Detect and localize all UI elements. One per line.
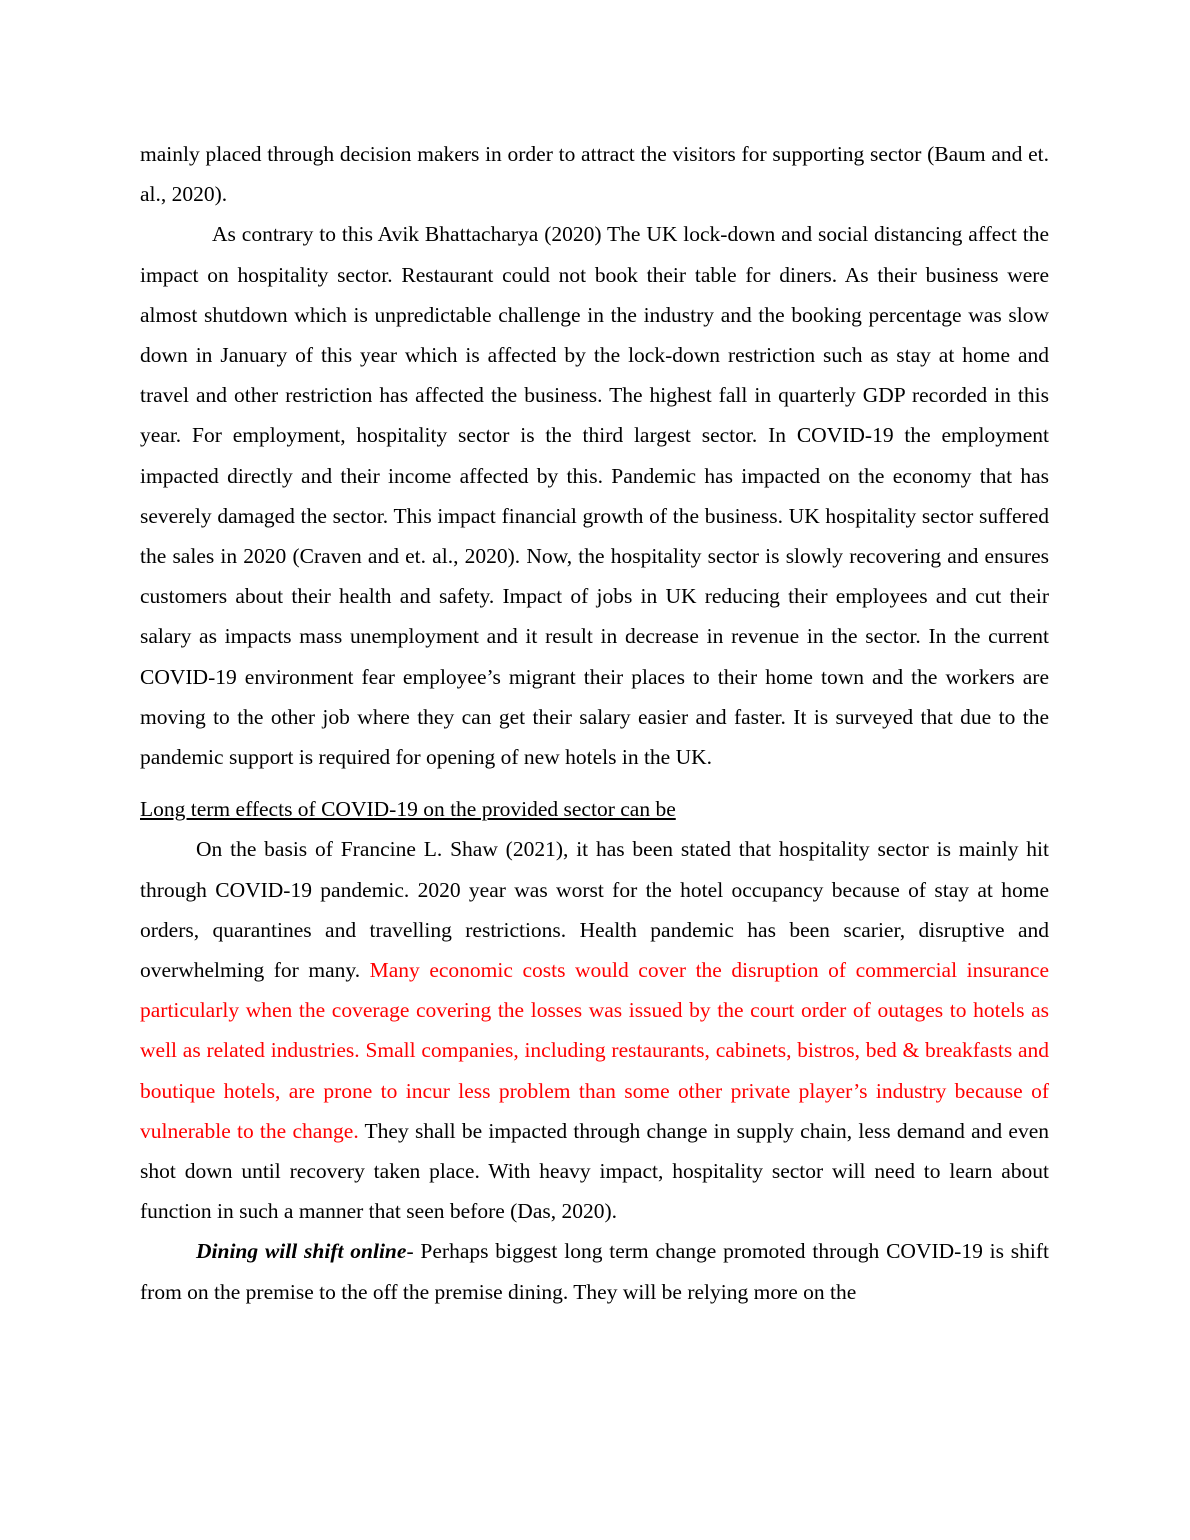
paragraph-2: As contrary to this Avik Bhattacharya (2020) The UK lock-down and social distancing affect the impact on hospitality sector. Restaurant could not book their table for diners. As their business were almost shutdown which is unpredictable challenge in the industry and the booking percentage was slow down in January of this year which is affected by the lock-down restriction such as stay at home and travel and other restriction has affected the business. The highest fall in quarterly GDP recorded in this year. For employment, hospitality sector is the third largest sector. In COVID-19 the employment impacted directly and their income affected by this. Pandemic has impacted on the economy that has severely damaged the sector. This impact financial growth of the business. UK hospitality sector suffered the sales in 2020 (Craven and et. al., 2020). Now, the hospitality sector is slowly recovering and ensures customers about their health and safety. Impact of jobs in UK reducing their employees and cut their salary as impacts mass unemployment and it result in decrease in revenue in the sector. In the current COVID-19 environment fear employee’s migrant their places to their home town and the workers are moving to the other job where they can get their salary easier and faster. It is surveyed that due to the pandemic support is required for opening of new hotels in the UK. [140, 222, 1049, 770]
highlighted-text: Many economic costs would cover the disruption of commercial insurance particularly when the coverage covering the losses was issued by the court order of outages to hotels as well as related industries. Small companies, including restaurants, cabinets, bistros, bed & breakfasts and boutique hotels, are prone to incur less problem than some other private player’s industry because of vulnerable to the change. [140, 958, 1049, 1143]
paragraph-3-start: On the basis of Francine L. Shaw (2021), it has been stated that hospitality sector is mainly hit through COVID-19 pandemic. 2020 year was worst for the hotel occupancy because of stay at home orders, quarantines and travelling restrictions. Health pandemic has been scarier, disruptive and overwhelming for many. [140, 837, 1049, 983]
section-heading: Long term effects of COVID-19 on the provided sector can be [140, 797, 676, 822]
paragraph-1: mainly placed through decision makers in order to attract the visitors for supporting sector (Baum and et. al., 2020). [140, 142, 1049, 207]
paragraph-3-end: They shall be impacted through change in supply chain, less demand and even shot down until recovery taken place. With heavy impact, hospitality sector will need to learn about function in such a manner that seen before (Das, 2020). [140, 1118, 1049, 1224]
document-page [140, 134, 1049, 1312]
paragraph-4-lead: Dining will shift online [196, 1239, 407, 1264]
paragraph-4 [140, 1231, 1049, 1311]
paragraph-4-text: - Perhaps biggest long term change promoted through COVID-19 is shift from on the premise to the off the premise dining. They will be relying more on the [140, 1239, 1050, 1304]
paragraph-3 [140, 829, 1049, 1231]
